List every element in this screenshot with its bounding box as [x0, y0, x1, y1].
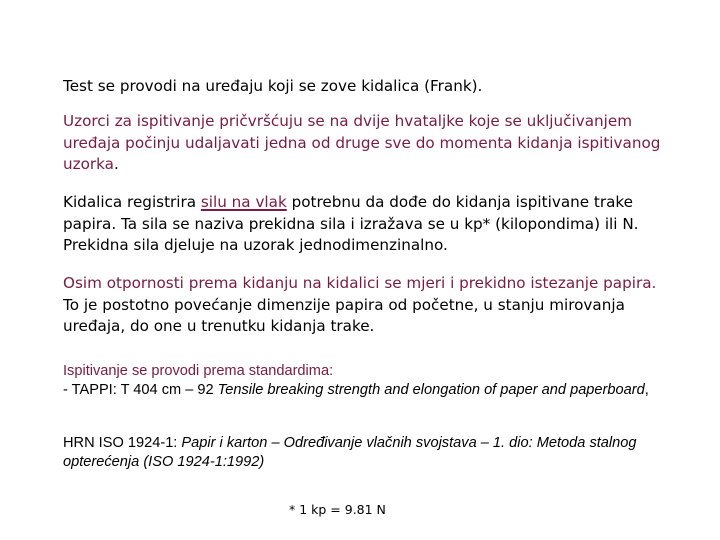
- hrn-title: Papir i karton – Određivanje vlačnih svojstava – 1. dio: Metoda stalnog opterećenja (ISO 1924-1:1992): [63, 435, 637, 470]
- hrn-prefix: HRN ISO 1924-1:: [63, 435, 182, 451]
- registers-paragraph: [63, 192, 673, 257]
- samples-text: Uzorci za ispitivanje pričvršćuju se na dvije hvataljke koje se uključivanjem uređaja počinju udaljavati jedna od druge sve do momenta kidanja ispitivanog uzorka: [63, 112, 661, 173]
- tappi-suffix: ,: [644, 381, 649, 398]
- elongation-highlight: Osim otpornosti prema kidanju na kidalici se mjeri i prekidno istezanje papira.: [63, 274, 657, 292]
- standards-block: [63, 362, 683, 399]
- intro-text: Test se provodi na uređaju koji se zove kidalica (Frank).: [63, 77, 483, 95]
- hrn-standard: [63, 434, 683, 471]
- samples-period: .: [113, 155, 119, 173]
- registers-before: Kidalica registrira: [63, 193, 201, 211]
- intro-paragraph: [63, 76, 673, 98]
- standards-heading: Ispitivanje se provodi prema standardima:: [63, 363, 334, 379]
- footnote: [289, 502, 386, 517]
- samples-paragraph: [63, 111, 673, 176]
- tappi-prefix: - TAPPI: T 404 cm – 92: [63, 381, 218, 398]
- tensile-force-term: silu na vlak: [200, 193, 287, 211]
- elongation-rest: To je postotno povećanje dimenzije papira od početne, u stanju mirovanja uređaja, do one u trenutku kidanja trake.: [63, 295, 625, 335]
- footnote-text: * 1 kp = 9.81 N: [289, 502, 386, 517]
- registers-after: potrebnu da dođe do kidanja ispitivane trake papira. Ta sila se naziva prekidna sila i izražava se u kp* (kilopondima) ili N. Prekidna sila djeluje na uzorak jednodimenzinalno.: [63, 193, 639, 254]
- tappi-title: Tensile breaking strength and elongation of paper and paperboard: [217, 381, 645, 398]
- elongation-paragraph: [63, 273, 673, 338]
